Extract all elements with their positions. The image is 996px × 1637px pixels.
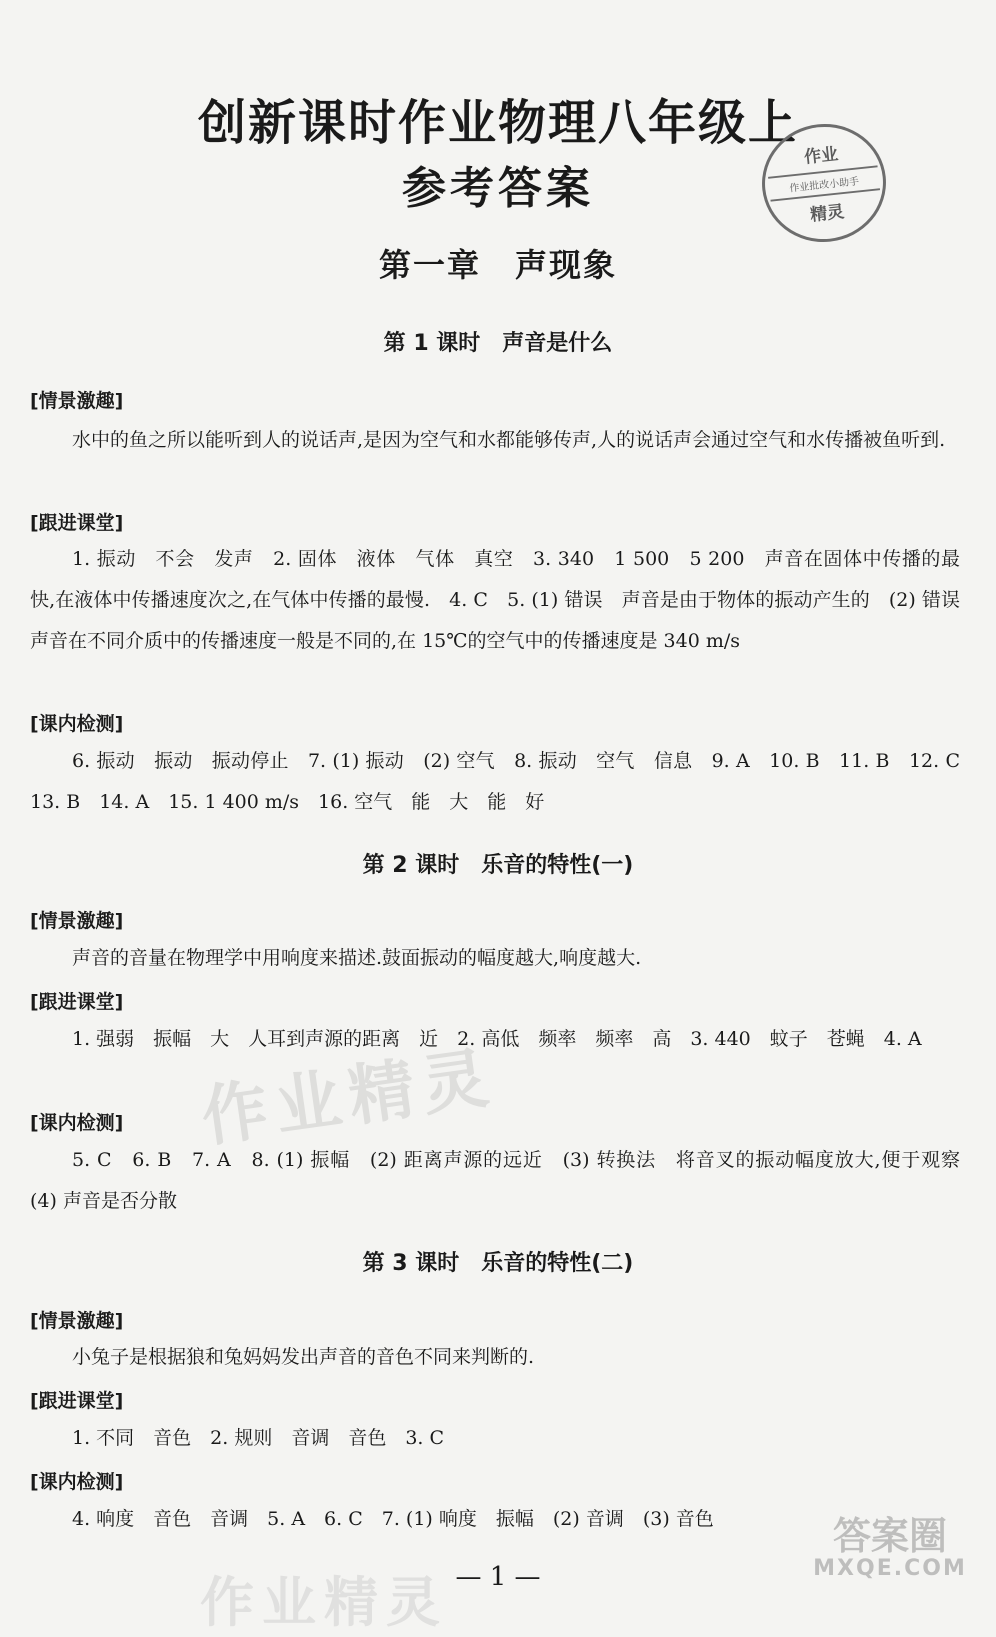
- lesson-3-tag-check: [课内检测]: [30, 1471, 124, 1493]
- lesson-1-text-class: 1. 振动 不会 发声 2. 固体 液体 气体 真空 3. 340 1 500 5 200 声音在固体中传播的最快,在液体中传播速度次之,在气体中传播的最慢. 4. C 5. (1) 错误 声音是由于物体的振动产生的 (2) 错误 声音在不同介质中的传播速度一般是不同的,在 15℃的空气中的传播速度是 340 m/s: [30, 548, 980, 652]
- watermark: 作业精灵: [196, 1038, 501, 1157]
- corner-logo: 答案圈 MXQE.COM: [813, 1514, 967, 1581]
- lesson-2-text-intro: 声音的音量在物理学中用响度来描述.鼓面振动的幅度越大,响度越大.: [72, 947, 642, 969]
- lesson-2-title: 第 2 课时 乐音的特性(一): [362, 853, 634, 878]
- document-title: 创新课时作业物理八年级上: [197, 95, 798, 151]
- homework-stamp: 作业 作业批改小助手 精灵: [756, 118, 892, 248]
- lesson-1-text-check: 6. 振动 振动 振动停止 7. (1) 振动 (2) 空气 8. 振动 空气 信息 9. A 10. B 11. B 12. C 13. B 14. A 15. 1 400 m/s 16. 空气 能 大 能 好: [30, 750, 980, 813]
- lesson-1-text-intro: 水中的鱼之所以能听到人的说话声,是因为空气和水都能够传声,人的说话声会通过空气和水传播被鱼听到.: [72, 429, 946, 451]
- lesson-2-text-check: 5. C 6. B 7. A 8. (1) 振幅 (2) 距离声源的远近 (3) 转换法 将音叉的振动幅度放大,便于观察 (4) 声音是否分散: [30, 1149, 980, 1212]
- lesson-2-tag-intro: [情景激趣]: [30, 910, 124, 932]
- lesson-1-tag-class: [跟进课堂]: [30, 512, 124, 534]
- lesson-1-title: 第 1 课时 声音是什么: [383, 331, 613, 356]
- lesson-3-text-intro: 小兔子是根据狼和兔妈妈发出声音的音色不同来判断的.: [72, 1346, 535, 1368]
- lesson-2-tag-check: [课内检测]: [30, 1112, 124, 1134]
- lesson-3-text-check: 4. 响度 音色 音调 5. A 6. C 7. (1) 响度 振幅 (2) 音调 (3) 音色: [72, 1508, 714, 1530]
- watermark-bottom: 作业精灵: [200, 1571, 448, 1634]
- lesson-2-tag-class: [跟进课堂]: [30, 991, 124, 1013]
- lesson-3-tag-class: [跟进课堂]: [30, 1390, 124, 1412]
- lesson-3-tag-intro: [情景激趣]: [30, 1310, 124, 1332]
- lesson-3-title: 第 3 课时 乐音的特性(二): [362, 1251, 634, 1276]
- document-subtitle: 参考答案: [402, 163, 594, 214]
- lesson-1-tag-check: [课内检测]: [30, 713, 124, 735]
- lesson-2-text-class: 1. 强弱 振幅 大 人耳到声源的距离 近 2. 高低 频率 频率 高 3. 440 蚊子 苍蝇 4. A: [72, 1028, 922, 1050]
- chapter-heading: 第一章 声现象: [378, 246, 617, 284]
- page-number: — 1 —: [455, 1562, 541, 1592]
- lesson-1-tag-intro: [情景激趣]: [30, 390, 124, 412]
- lesson-3-text-class: 1. 不同 音色 2. 规则 音调 音色 3. C: [72, 1427, 445, 1449]
